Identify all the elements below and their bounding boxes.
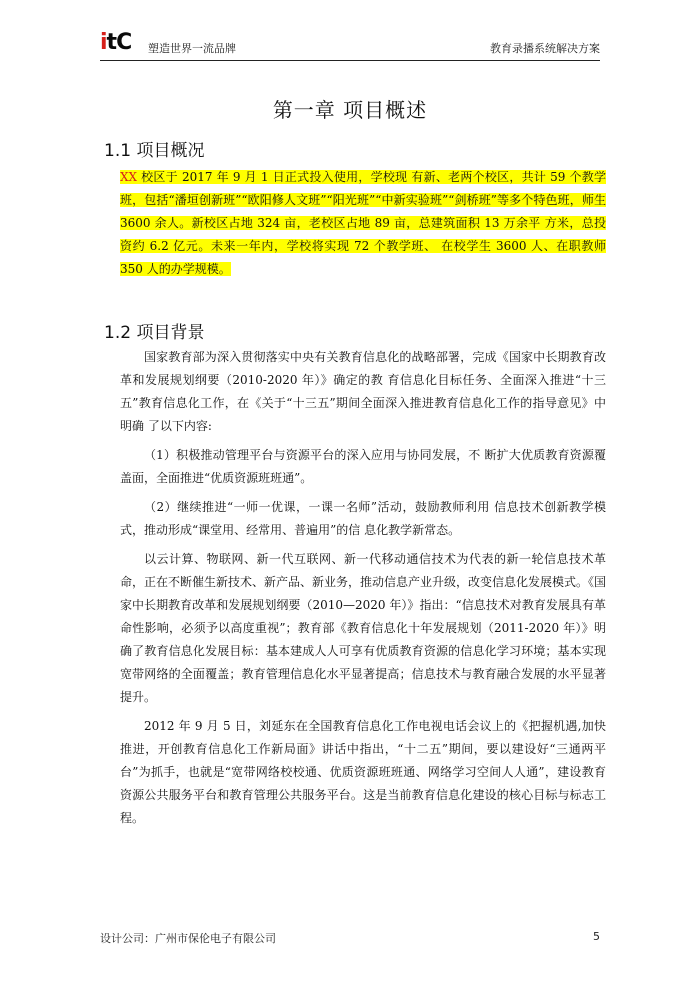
project-overview-paragraph: XX 校区于 2017 年 9 月 1 日正式投入使用，学校现 有新、老两个校区，共计 59 个教学班，包括“潘垣创新班”“欧阳修人文班”“阳光班”“中新实验班”“剑桥班”等多个特色班，师生 3600 余人。新校区占地 324 亩，老校区占地 89 亩，总建筑面积 13 万余平 方米，总投资约 6.2 亿元。未来一年内，学校将实现 72 个教学班、 在校学生 3600 人、在职教师 350 人的办学规模。	[120, 170, 606, 276]
campus-name-placeholder: XX	[120, 170, 138, 184]
section-title-background: 1.2 项目背景	[104, 323, 205, 343]
page-footer	[100, 930, 600, 950]
document-title: 教育录播系统解决方案	[490, 42, 600, 55]
itc-logo: itC	[100, 30, 132, 55]
design-company: 设计公司：广州市保伦电子有限公司	[100, 932, 276, 945]
section-title-overview: 1.1 项目概况	[104, 141, 205, 161]
paragraph: 以云计算、物联网、新一代互联网、新一代移动通信技术为代表的新一轮信息技术革命，正在不断催生新技术、新产品、新业务，推动信息产业升级，改变信息化发展模式。《国家中长期教育改革和发展规划纲要（2010—2020 年）》指出：“信息技术对教育发展具有革命性影响，必须予以高度重视”；教育部《教育信息化十年发展规划（2011-2020 年）》明确了教育信息化发展目标：基本建成人人可享有优质教育资源的信息化学习环境；基本实现宽带网络的全面覆盖；教育管理信息化水平显著提高；信息技术与教育融合发展的水平显著提升。	[120, 552, 607, 704]
paragraph: （1）积极推动管理平台与资源平台的深入应用与协同发展，不 断扩大优质教育资源覆盖面，全面推进“优质资源班班通”。	[120, 448, 606, 485]
background-body	[120, 346, 606, 836]
paragraph: （2）继续推进“一师一优课，一课一名师”活动，鼓励教师利用 信息技术创新教学模式，推动形成“课堂用、经常用、普遍用”的信 息化教学新常态。	[120, 500, 606, 537]
page-number: 5	[593, 930, 600, 943]
brand-slogan: 塑造世界一流品牌	[148, 42, 236, 55]
chapter-title: 第一章 项目概述	[272, 98, 428, 122]
page-header	[100, 30, 600, 61]
paragraph: 国家教育部为深入贯彻落实中央有关教育信息化的战略部署，完成《国家中长期教育改革和发展规划纲要（2010-2020 年）》确定的教 育信息化目标任务、全面深入推进“十三五”教育信息化工作，在《关于“十三五”期间全面深入推进教育信息化工作的指导意见》中明确 了以下内容:	[120, 350, 606, 433]
paragraph: 2012 年 9 月 5 日，刘延东在全国教育信息化工作电视电话会议上的《把握机遇,加快推进，开创教育信息化工作新局面》讲话中指出，“十二五”期间，要以建设好“三通两平台”为抓手，也就是“宽带网络校校通、优质资源班班通、网络学习空间人人通”，建设教育资源公共服务平台和教育管理公共服务平台。这是当前教育信息化建设的核心目标与标志工程。	[120, 719, 606, 825]
